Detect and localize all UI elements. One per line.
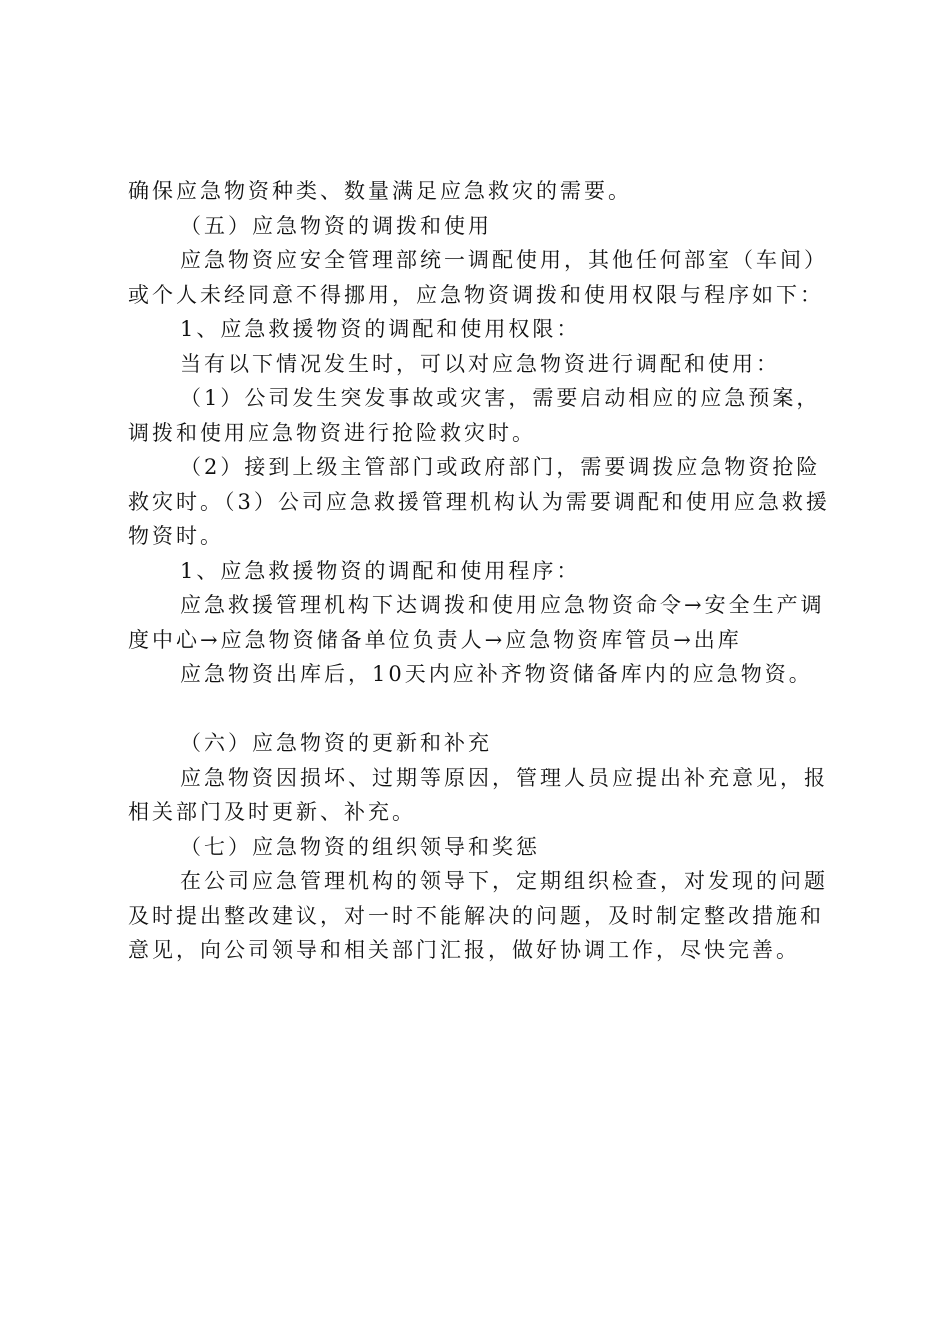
paragraph-continuation: 确保应急物资种类、数量满足应急救灾的需要。 bbox=[128, 179, 632, 203]
paragraph: 应急救援管理机构下达调拨和使用应急物资命令→安全生产调度中心→应急物资储备单位负责人→应急物资库管员→出库 bbox=[128, 593, 825, 652]
paragraph: 当有以下情况发生时，可以对应急物资进行调配和使用： bbox=[180, 351, 780, 376]
section-heading-seven: （七）应急物资的组织领导和奖惩 bbox=[180, 834, 540, 859]
subheading: 1、应急救援物资的调配和使用程序： bbox=[180, 558, 581, 583]
section-heading-five: （五）应急物资的调拨和使用 bbox=[180, 213, 492, 238]
list-item: （2）接到上级主管部门或政府部门，需要调拨应急物资抢险救灾时。（3）公司应急救援管理机构认为需要调配和使用应急救援物资时。 bbox=[128, 455, 830, 548]
list-item: （1）公司发生突发事故或灾害，需要启动相应的应急预案，调拨和使用应急物资进行抢险救灾时。 bbox=[128, 386, 821, 445]
document-body bbox=[128, 174, 840, 968]
paragraph: 应急物资应安全管理部统一调配使用，其他任何部室（车间）或个人未经同意不得挪用，应急物资调拨和使用权限与程序如下： bbox=[128, 248, 828, 307]
paragraph: 应急物资出库后，10天内应补齐物资储备库内的应急物资。 bbox=[180, 662, 813, 686]
paragraph: 应急物资因损坏、过期等原因，管理人员应提出补充意见，报相关部门及时更新、补充。 bbox=[128, 765, 828, 824]
paragraph: 在公司应急管理机构的领导下，定期组织检查，对发现的问题及时提出整改建议，对一时不能解决的问题，及时制定整改措施和意见，向公司领导和相关部门汇报，做好协调工作，尽快完善。 bbox=[128, 869, 828, 962]
subheading: 1、应急救援物资的调配和使用权限： bbox=[180, 317, 581, 341]
section-heading-six: （六）应急物资的更新和补充 bbox=[180, 731, 492, 755]
blank-line bbox=[128, 692, 840, 727]
